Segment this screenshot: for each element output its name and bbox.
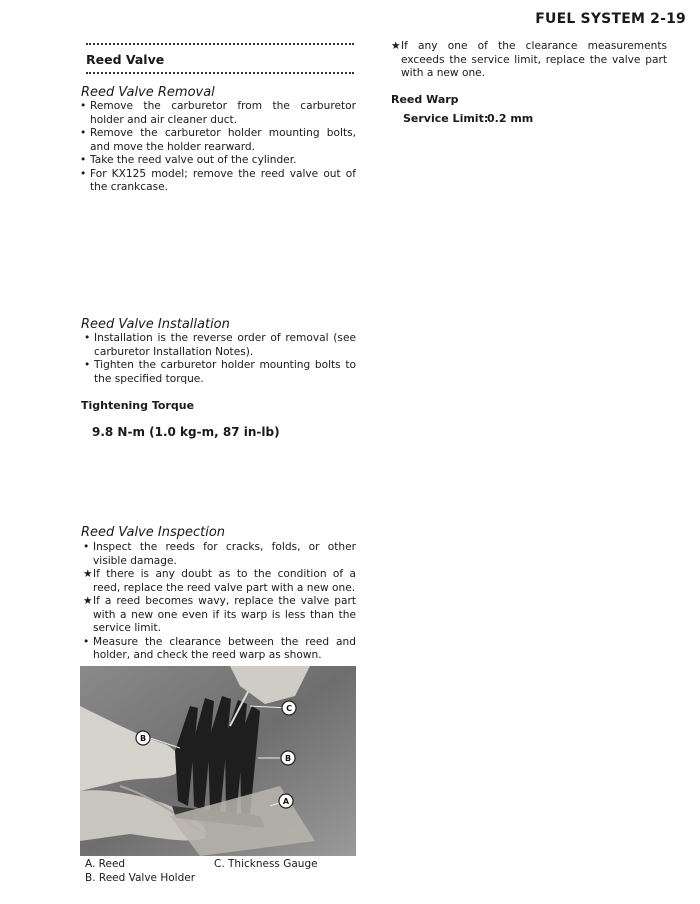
photo-illustration <box>80 666 356 856</box>
list-item: • Installation is the reverse order of removal (see carburetor Installation Notes). <box>84 332 356 358</box>
installation-list <box>84 332 356 386</box>
svg-text:C: C <box>286 704 292 713</box>
list-item: • Inspect the reeds for cracks, folds, or other visible damage. <box>83 541 356 567</box>
label-a <box>279 794 293 808</box>
removal-heading: Reed Valve Removal <box>81 85 215 100</box>
svg-text:B: B <box>139 734 147 743</box>
svg-text:A: A <box>282 797 290 806</box>
list-item: ★If any one of the clearance measurements exceeds the service limit, replace the valve part with a new one. <box>391 40 667 79</box>
torque-value: 9.8 N-m (1.0 kg-m, 87 in-lb) <box>92 425 280 439</box>
list-item: • Tighten the carburetor holder mounting bolts to the specified torque. <box>84 359 356 385</box>
section-title: Reed Valve <box>86 52 165 67</box>
service-limit-label: Service Limit: <box>403 112 489 125</box>
service-limit-value: 0.2 mm <box>487 112 534 125</box>
list-item: ★If there is any doubt as to the condition of a reed, replace the reed valve part with a new one. <box>83 568 356 594</box>
removal-list <box>80 100 356 195</box>
label-c <box>282 701 296 715</box>
list-item: • Take the reed valve out of the cylinder. <box>80 154 297 166</box>
inspection-list <box>83 541 356 663</box>
list-item: • Remove the carburetor from the carburetor holder and air cleaner duct. <box>80 100 356 126</box>
caption-c: C. Thickness Gauge <box>214 858 318 870</box>
list-item: • Measure the clearance between the reed and holder, and check the reed warp as shown. <box>83 635 356 661</box>
list-item: • For KX125 model; remove the reed valve out of the crankcase. <box>80 167 356 193</box>
label-b-left <box>136 731 150 745</box>
page-header: FUEL SYSTEM 2-19 <box>535 11 686 27</box>
divider-top <box>86 43 354 45</box>
right-note <box>391 40 667 81</box>
reed-warp-title: Reed Warp <box>391 93 459 106</box>
installation-heading: Reed Valve Installation <box>81 317 230 332</box>
svg-text:B: B <box>284 754 292 763</box>
label-b-right <box>281 751 295 765</box>
list-item: ★If a reed becomes wavy, replace the valve part with a new one even if its warp is less than the service limit. <box>83 595 356 634</box>
reed-valve-photo <box>80 666 356 856</box>
torque-label: Tightening Torque <box>81 399 195 412</box>
caption-b: B. Reed Valve Holder <box>85 872 196 884</box>
inspection-heading: Reed Valve Inspection <box>81 525 226 540</box>
list-item: • Remove the carburetor holder mounting bolts, and move the holder rearward. <box>80 127 356 153</box>
divider-bottom <box>86 72 354 74</box>
caption-a: A. Reed <box>85 858 126 870</box>
